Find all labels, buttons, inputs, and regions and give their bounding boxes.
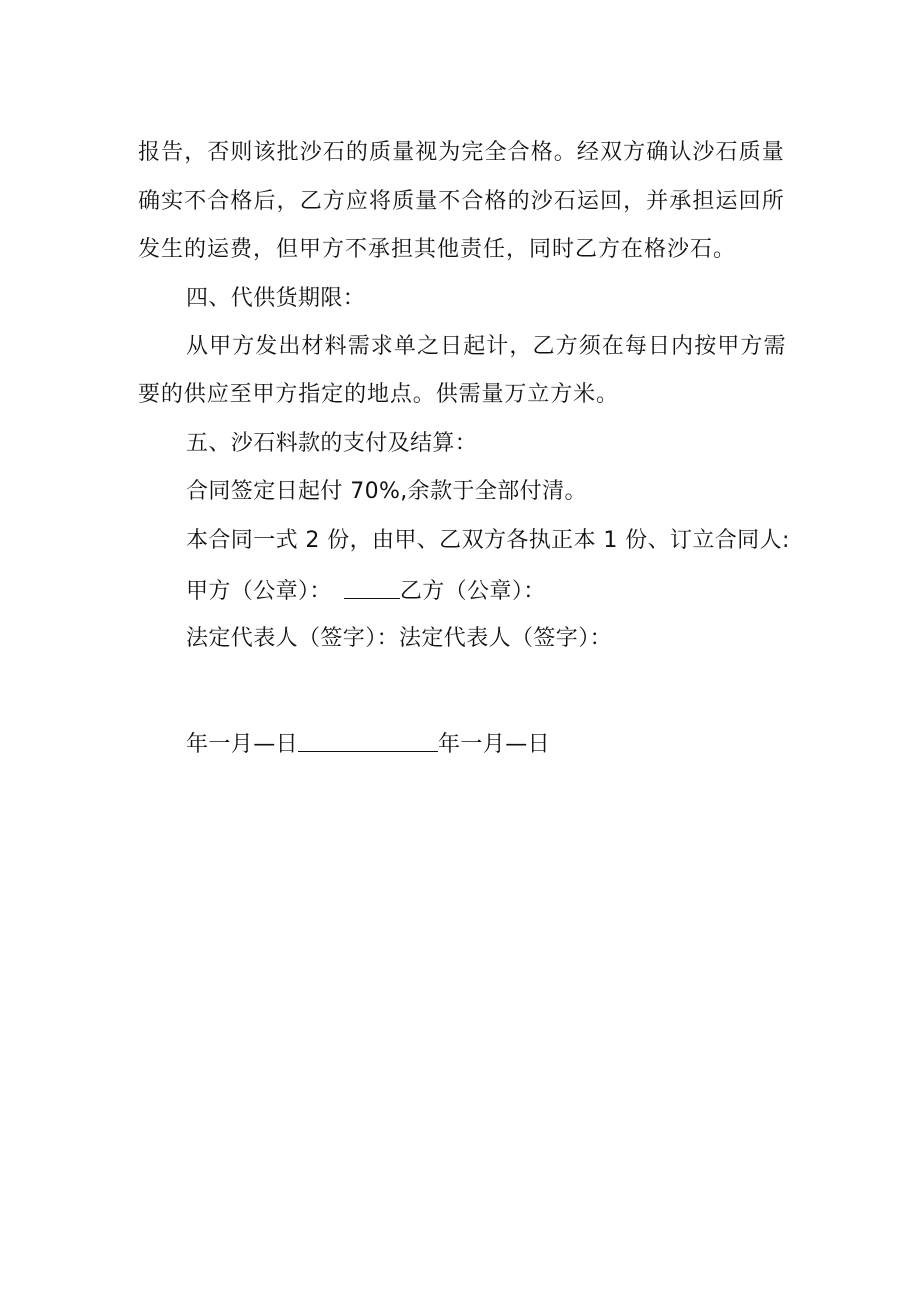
date-line — [186, 729, 550, 760]
body-text-line: 从甲方发出材料需求单之日起计，乙方须在每日内按甲方需 — [186, 334, 787, 359]
party-b-label: 乙方（公章）： — [399, 579, 546, 604]
signature-blank — [344, 576, 400, 599]
body-text-line: 要的供应至甲方指定的地点。供需量万立方米。 — [138, 382, 619, 407]
body-text-line: 合同签定日起付 70%,余款于全部付清。 — [186, 479, 587, 504]
body-text-line: 本合同一式 2 份，由甲、乙双方各执正本 1 份、订立合同人: — [186, 528, 790, 553]
body-text-line: 报告，否则该批沙石的质量视为完全合格。经双方确认沙石质量 — [138, 140, 785, 165]
date-b: 年一月—日 — [438, 732, 551, 757]
body-text-line: 发生的运费，但甲方不承担其他责任，同时乙方在格沙石。 — [138, 237, 737, 262]
date-a: 年一月—日 — [186, 732, 299, 757]
section-heading-delivery-period: 四、代供货期限： — [186, 286, 366, 311]
representative-signature-line: 法定代表人（签字）：法定代表人（签字）： — [186, 626, 613, 651]
party-a-label: 甲方（公章）： — [186, 579, 332, 604]
section-heading-payment: 五、沙石料款的支付及结算： — [186, 431, 478, 456]
party-signature-line — [186, 576, 546, 607]
body-text-line: 确实不合格后，乙方应将质量不合格的沙石运回，并承担运回所 — [138, 189, 785, 214]
date-blank — [298, 729, 438, 752]
